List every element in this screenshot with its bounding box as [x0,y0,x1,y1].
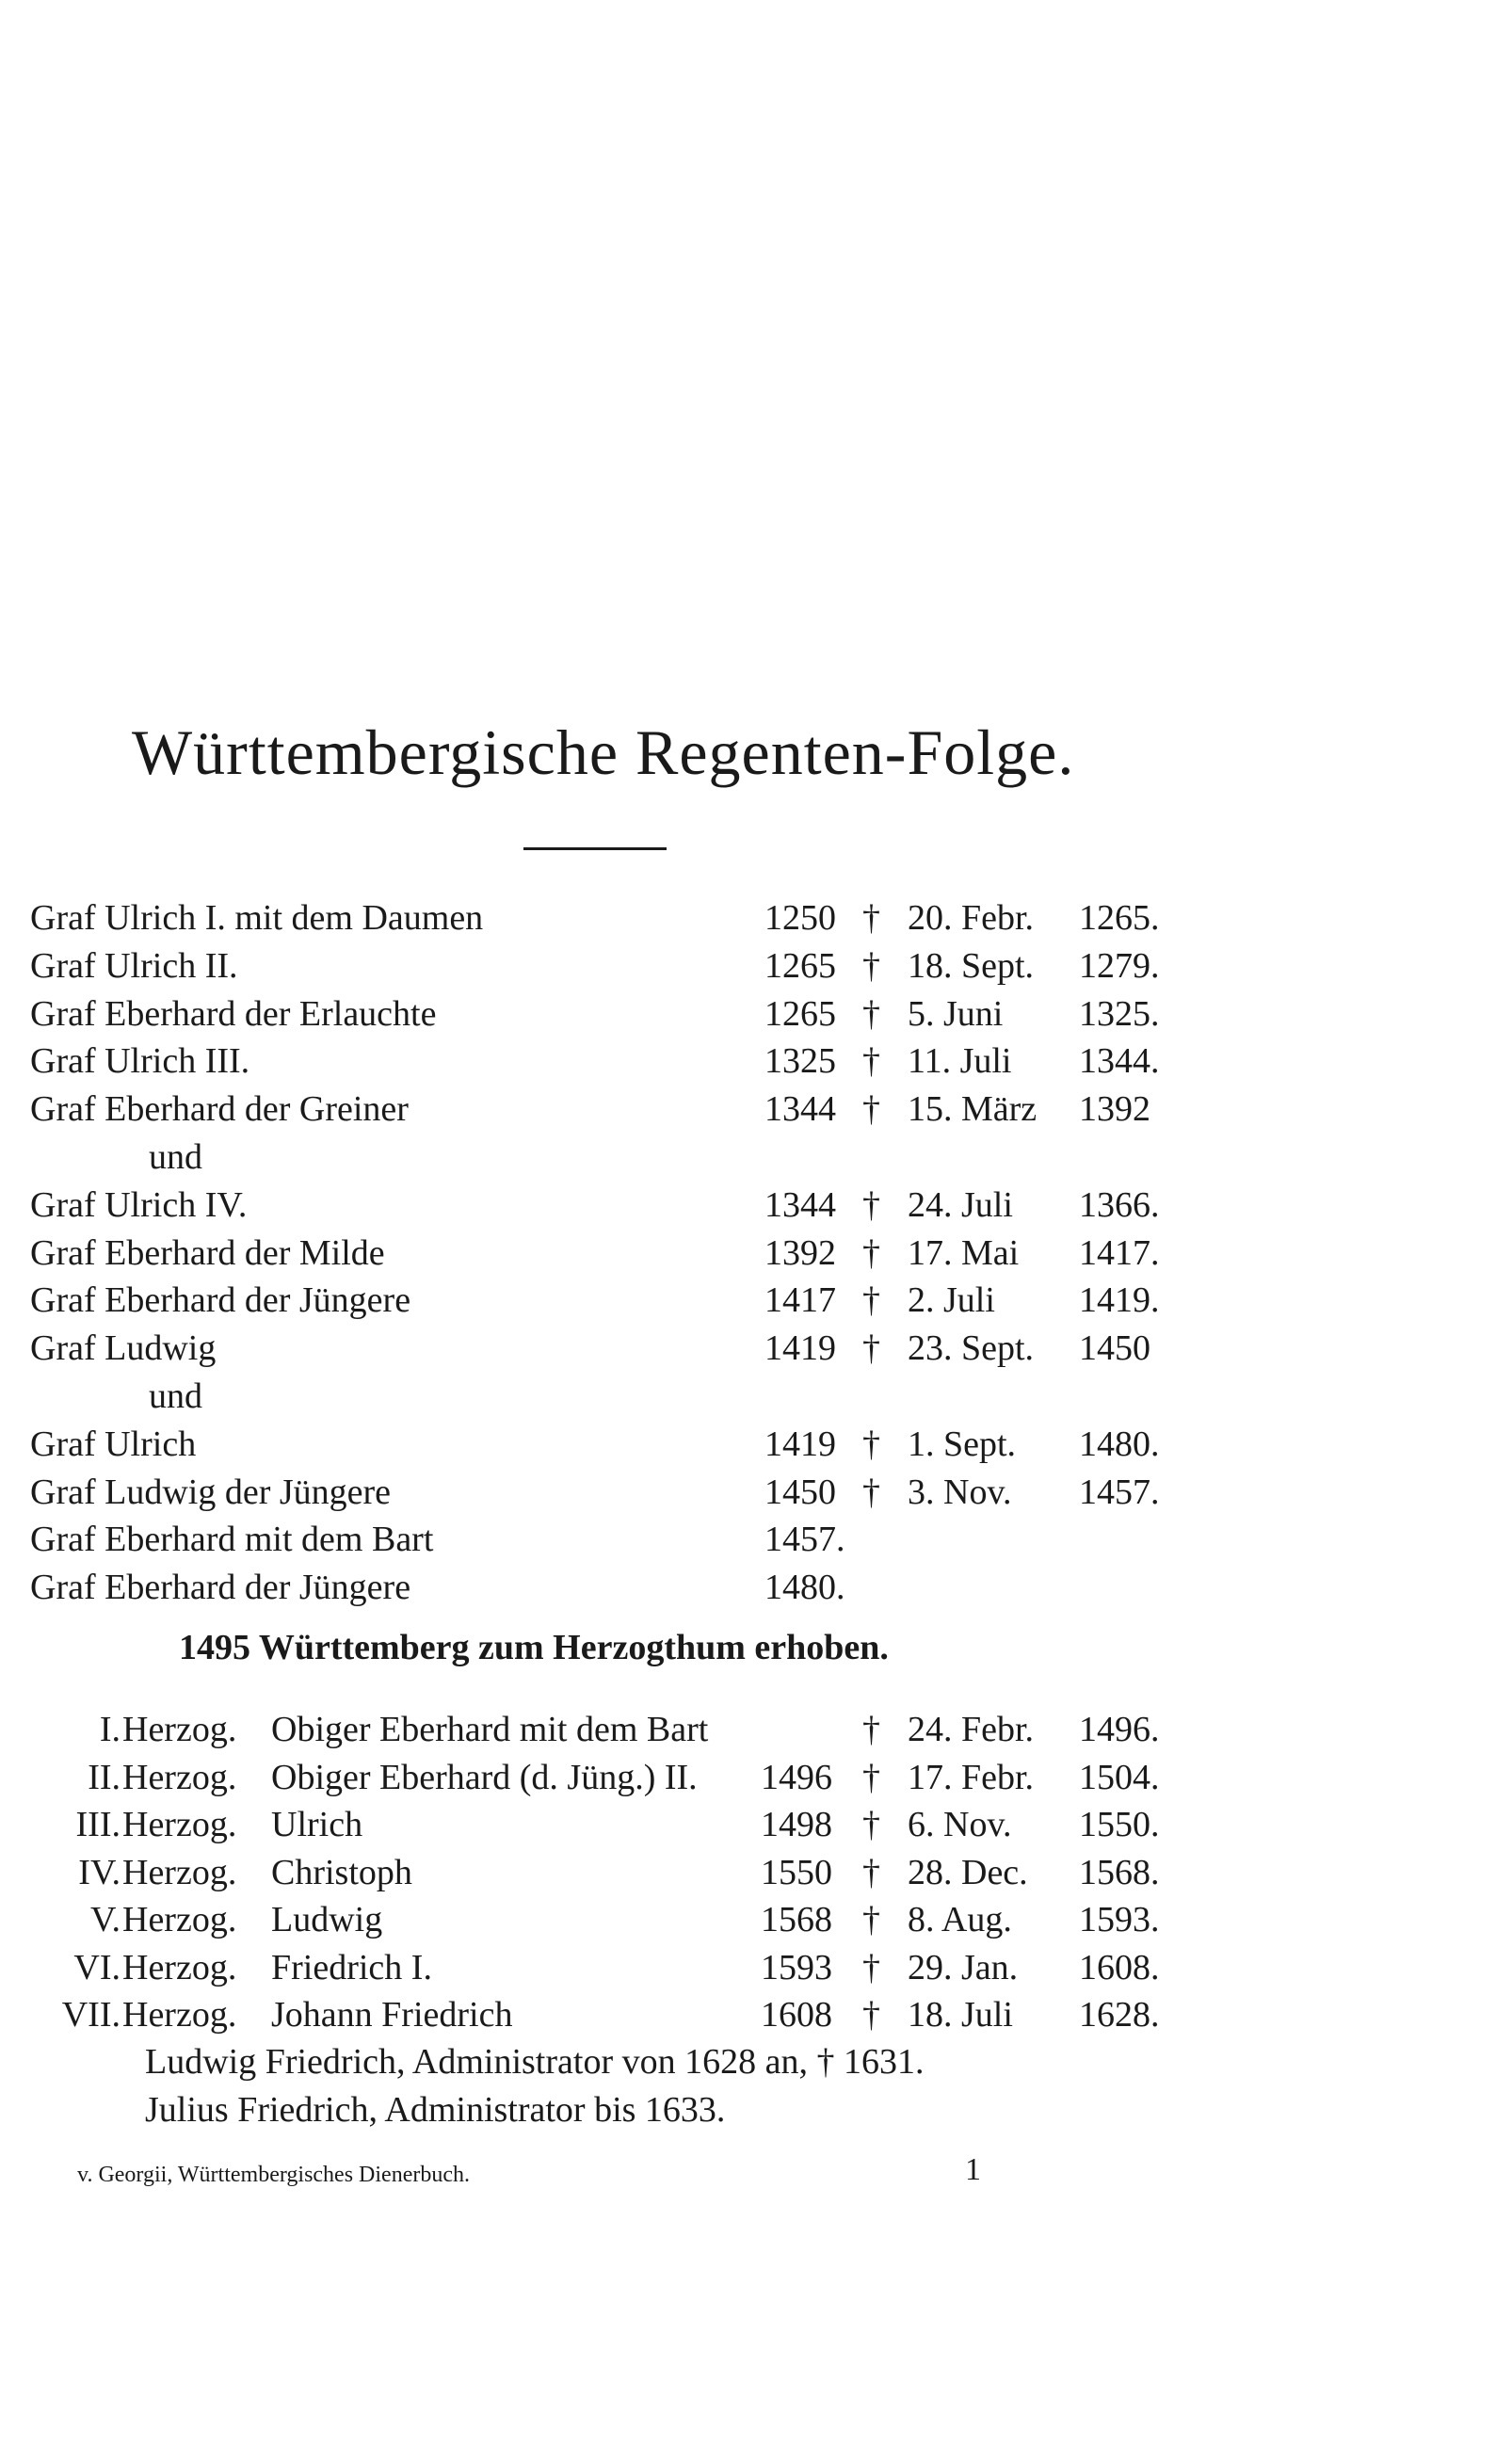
graf-year: 1265 [764,946,836,986]
administrator-text: Ludwig Friedrich, Administrator von 1628 an, † 1631. [145,2042,925,2082]
graf-death: 1450 [1079,1328,1150,1368]
herzog-number: III. [75,1805,121,1844]
graf-row [0,1040,1512,1088]
graf-year: 1392 [764,1233,836,1273]
graf-date: 23. Sept. [908,1328,1035,1368]
footer-source: v. Georgii, Württembergisches Dienerbuch. [77,2163,470,2187]
herzog-title: Herzog. [122,1900,237,1939]
graf-name: Graf Ulrich II. [30,946,238,986]
herzog-death: 1628. [1079,1995,1160,2035]
graf-death: 1457. [1079,1472,1160,1512]
title-divider [523,847,667,850]
herzog-death: 1504. [1079,1758,1160,1797]
graf-year: 1419 [764,1424,836,1464]
graf-year: 1325 [764,1041,836,1081]
herzog-dagger: † [862,1758,880,1797]
graf-name: Graf Ulrich IV. [30,1185,248,1225]
herzog-year: 1498 [761,1805,832,1844]
graf-year: 1450 [764,1472,836,1512]
graf-death: 1419. [1079,1280,1160,1320]
graf-date: 17. Mai [908,1233,1020,1273]
graf-name: Graf Ulrich III. [30,1041,250,1081]
herzog-dagger: † [862,1853,880,1892]
herzog-number: VII. [61,1995,121,2035]
herzog-date: 17. Febr. [908,1758,1035,1797]
herzog-name: Ulrich [271,1805,363,1844]
herzog-year: 1568 [761,1900,832,1939]
administrator-row [0,2041,1512,2089]
graf-date: 5. Juni [908,994,1004,1034]
graf-date: 11. Juli [908,1041,1012,1081]
herzog-name: Friedrich I. [271,1948,432,1987]
herzog-dagger: † [862,1900,880,1939]
herzog-row [0,1709,1512,1757]
graf-year: 1344 [764,1089,836,1129]
herzog-date: 6. Nov. [908,1805,1012,1844]
graf-death: 1325. [1079,994,1160,1034]
graf-death: 1480. [1079,1424,1160,1464]
herzog-title: Herzog. [122,1758,237,1797]
herzog-name: Ludwig [271,1900,383,1939]
herzog-dagger: † [862,1995,880,2035]
herzog-death: 1608. [1079,1948,1160,1987]
graf-row [0,1136,1512,1184]
graf-death: 1417. [1079,1233,1160,1273]
herzog-row [0,1899,1512,1947]
graf-dagger: † [862,1328,880,1368]
graf-name: Graf Eberhard der Jüngere [30,1568,411,1607]
herzog-death: 1496. [1079,1710,1160,1749]
administrator-text: Julius Friedrich, Administrator bis 1633. [145,2090,726,2130]
herzog-date: 28. Dec. [908,1853,1028,1892]
herzog-death: 1550. [1079,1805,1160,1844]
herzog-year: 1593 [761,1948,832,1987]
graf-dagger: † [862,1041,880,1081]
graf-row [0,1088,1512,1136]
herzog-name: Johann Friedrich [271,1995,513,2035]
herzog-dagger: † [862,1805,880,1844]
graf-row [0,1232,1512,1280]
graf-death: 1344. [1079,1041,1160,1081]
graf-dagger: † [862,1185,880,1225]
herzog-row [0,1994,1512,2042]
graf-dagger: † [862,1472,880,1512]
graf-name: Graf Eberhard der Milde [30,1233,385,1273]
graf-year: 1250 [764,898,836,938]
page-title: Württembergische Regenten-Folge. [132,716,1075,788]
herzog-year: 1496 [761,1758,832,1797]
herzog-number: IV. [78,1853,121,1892]
graf-death: 1366. [1079,1185,1160,1225]
graf-year: 1417 [764,1280,836,1320]
herzog-title: Herzog. [122,1710,237,1749]
herzog-name: Christoph [271,1853,412,1892]
herzog-death: 1593. [1079,1900,1160,1939]
graf-year: 1480. [764,1568,845,1607]
herzog-name: Obiger Eberhard mit dem Bart [271,1710,709,1749]
herzog-row [0,1947,1512,1995]
herzog-dagger: † [862,1710,880,1749]
graf-dagger: † [862,946,880,986]
graf-row [0,1567,1512,1615]
graf-name: und [149,1376,202,1416]
herzog-date: 18. Juli [908,1995,1013,2035]
graf-row [0,1328,1512,1376]
herzog-number: II. [88,1758,121,1797]
graf-year: 1419 [764,1328,836,1368]
graf-death: 1265. [1079,898,1160,938]
herzog-date: 29. Jan. [908,1948,1019,1987]
graf-row [0,1424,1512,1472]
graf-date: 24. Juli [908,1185,1013,1225]
herzog-year: 1608 [761,1995,832,2035]
graf-year: 1265 [764,994,836,1034]
herzog-title: Herzog. [122,1995,237,2035]
graf-year: 1344 [764,1185,836,1225]
herzog-row [0,1804,1512,1852]
herzog-date: 8. Aug. [908,1900,1012,1939]
graf-row [0,945,1512,993]
graf-death: 1392 [1079,1089,1150,1129]
graf-row [0,1184,1512,1232]
graf-row [0,1279,1512,1328]
herzog-dagger: † [862,1948,880,1987]
herzog-title: Herzog. [122,1853,237,1892]
graf-name: Graf Eberhard der Erlauchte [30,994,437,1034]
graf-year: 1457. [764,1520,845,1559]
herzog-title: Herzog. [122,1948,237,1987]
graf-name: Graf Eberhard der Greiner [30,1089,409,1129]
herzog-row [0,1757,1512,1805]
herzog-date: 24. Febr. [908,1710,1035,1749]
graf-dagger: † [862,898,880,938]
graf-row [0,1472,1512,1520]
graf-date: 3. Nov. [908,1472,1012,1512]
herzog-row [0,1852,1512,1900]
herzog-title: Herzog. [122,1805,237,1844]
graf-dagger: † [862,1424,880,1464]
graf-name: Graf Eberhard der Jüngere [30,1280,411,1320]
graf-date: 2. Juli [908,1280,995,1320]
graf-row [0,993,1512,1041]
herzog-year: 1550 [761,1853,832,1892]
graf-row [0,897,1512,945]
graf-date: 15. März [908,1089,1037,1129]
graf-dagger: † [862,1280,880,1320]
section-heading: 1495 Württemberg zum Herzogthum erhoben. [179,1628,889,1667]
administrator-row [0,2089,1512,2137]
graf-name: Graf Ludwig [30,1328,217,1368]
graf-date: 1. Sept. [908,1424,1017,1464]
graf-name: Graf Ludwig der Jüngere [30,1472,392,1512]
herzog-number: I. [99,1710,121,1749]
graf-dagger: † [862,1089,880,1129]
graf-dagger: † [862,1233,880,1273]
graf-name: und [149,1137,202,1177]
graf-name: Graf Eberhard mit dem Bart [30,1520,434,1559]
graf-date: 18. Sept. [908,946,1035,986]
herzog-name: Obiger Eberhard (d. Jüng.) II. [271,1758,698,1797]
graf-date: 20. Febr. [908,898,1035,938]
graf-dagger: † [862,994,880,1034]
graf-row [0,1519,1512,1567]
herzog-number: VI. [73,1948,121,1987]
graf-name: Graf Ulrich I. mit dem Daumen [30,898,484,938]
graf-name: Graf Ulrich [30,1424,197,1464]
herzog-death: 1568. [1079,1853,1160,1892]
page-number: 1 [965,2152,981,2187]
graf-row [0,1376,1512,1424]
graf-death: 1279. [1079,946,1160,986]
herzog-number: V. [89,1900,121,1939]
